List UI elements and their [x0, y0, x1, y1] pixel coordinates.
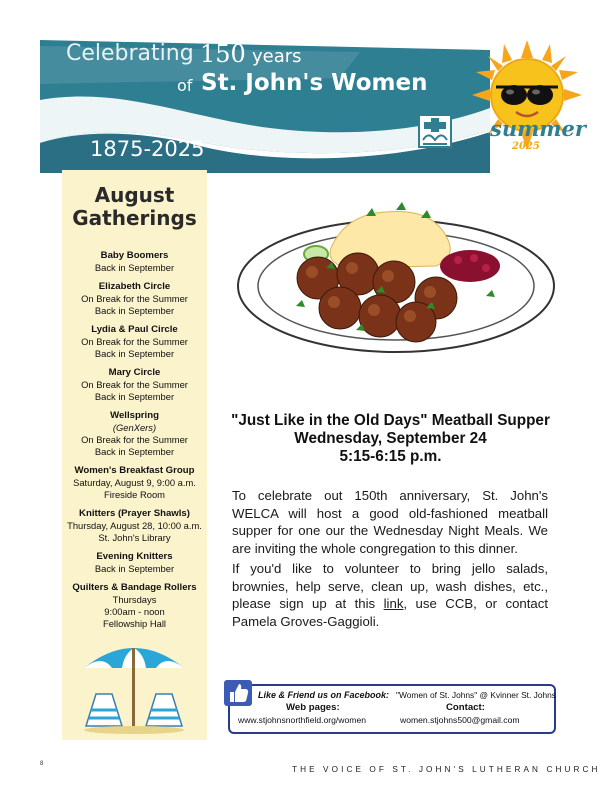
group-womens-breakfast [62, 465, 207, 501]
group-line: Thursday, August 28, 10:00 a.m. [67, 520, 202, 531]
para2-text: If you'd like to volunteer to bring jello salads, brownies, help serve, clean up, wash dishes, etc., please sign up at this [232, 561, 548, 611]
group-line: Back in September [94, 563, 175, 574]
group-line: Thursdays [112, 594, 157, 605]
group-line: Fireside Room [104, 489, 165, 500]
contact-label: Contact: [446, 702, 485, 713]
gatherings-list [62, 250, 207, 637]
banner-of: of [177, 76, 193, 95]
event-paragraph-2 [232, 560, 548, 630]
banner-years-range: 1875-2025 [90, 137, 205, 161]
signup-link[interactable]: link [383, 596, 404, 611]
group-line: Saturday, August 9, 9:00 a.m. [73, 477, 196, 488]
banner-150: 150 [200, 40, 246, 68]
group-line: Back in September [94, 305, 175, 316]
banner-st-johns-women: St. John's Women [201, 70, 428, 96]
beach-chairs-umbrella-icon [74, 640, 194, 735]
page-number: 8 [40, 761, 44, 767]
group-name: Elizabeth Circle [98, 281, 171, 292]
cross-logo-icon [418, 114, 452, 148]
group-wellspring [62, 410, 207, 458]
group-name: Wellspring [110, 410, 159, 421]
event-title: "Just Like in the Old Days" Meatball Supper [231, 412, 550, 429]
group-name: Women's Breakfast Group [74, 465, 195, 476]
group-lydia-paul-circle [62, 324, 207, 360]
facebook-value[interactable]: "Women of St. Johns" @ Kvinner St. Johns [396, 690, 556, 700]
event-paragraph-1: To celebrate out 150th anniversary, St. John's WELCA will host a good old-fashioned meatball supper for one our the Wednesday Night Meals. We are inviting the whole congregation to this dinner. [232, 488, 548, 556]
meatball-plate-image [236, 196, 556, 356]
group-baby-boomers [62, 250, 207, 274]
thumbs-up-icon [224, 680, 252, 706]
group-line: On Break for the Summer [81, 379, 188, 390]
group-elizabeth-circle [62, 281, 207, 317]
summer-year: 2025 [512, 141, 540, 152]
group-name: Quilters & Bandage Rollers [72, 582, 197, 593]
group-quilters [62, 582, 207, 630]
group-knitters [62, 508, 207, 544]
sidebar-title: August Gatherings [72, 183, 197, 230]
group-line: Back in September [94, 446, 175, 457]
group-line: On Break for the Summer [81, 336, 188, 347]
group-line: Back in September [94, 262, 175, 273]
group-name: Knitters (Prayer Shawls) [79, 508, 190, 519]
group-name: Lydia & Paul Circle [91, 324, 178, 335]
facebook-label: Like & Friend us on Facebook: [258, 690, 390, 700]
banner-celebrating: Celebrating [66, 41, 194, 66]
group-name: Mary Circle [108, 367, 161, 378]
event-time: 5:15-6:15 p.m. [339, 448, 442, 465]
group-line: 9:00am - noon [104, 606, 165, 617]
para2-text-end: , use CCB, or contact Pamela Groves-Gaggioli. [232, 596, 548, 629]
banner-brand-the: the [306, 102, 315, 108]
group-line: Fellowship Hall [102, 618, 167, 629]
group-subtitle: (GenXers) [112, 422, 157, 433]
group-line: On Break for the Summer [81, 434, 188, 445]
group-evening-knitters [62, 551, 207, 575]
event-date: Wednesday, September 24 [294, 430, 487, 447]
banner-brand: Women's page [290, 108, 372, 121]
web-pages-url[interactable]: www.stjohnsnorthfield.org/women [238, 715, 367, 725]
group-mary-circle [62, 367, 207, 403]
gatherings-sidebar [62, 170, 207, 740]
group-line: Back in September [94, 391, 175, 402]
banner-years: years [252, 46, 302, 67]
running-footer: THE VOICE OF ST. JOHN'S LUTHERAN CHURCH [292, 765, 601, 774]
contact-box [228, 684, 556, 734]
summer-word: summer [490, 116, 586, 141]
group-line: Back in September [94, 348, 175, 359]
summer-sun-badge [472, 40, 586, 170]
event-heading [218, 412, 563, 466]
web-pages-label: Web pages: [286, 702, 340, 713]
group-name: Evening Knitters [96, 551, 173, 562]
group-name: Baby Boomers [100, 250, 169, 261]
group-line: St. John's Library [98, 532, 171, 543]
contact-email[interactable]: women.stjohns500@gmail.com [400, 715, 520, 725]
anniversary-banner [40, 38, 490, 173]
group-line: On Break for the Summer [81, 293, 188, 304]
